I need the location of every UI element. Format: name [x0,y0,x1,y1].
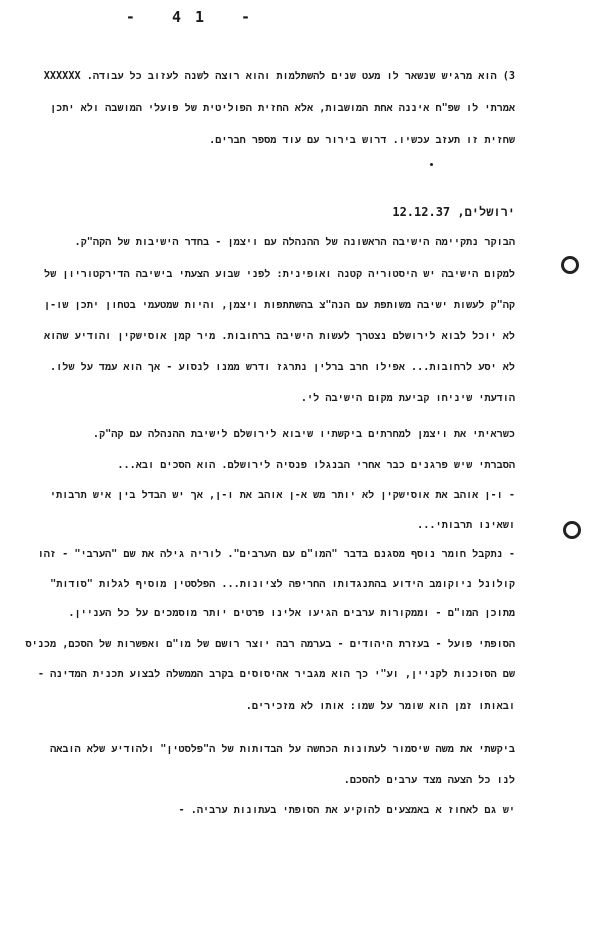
text-line: ושאינו תרבותי... [417,520,515,531]
text-line: ובאותו זמן הוא שומר על שמו: אותו לא מזכירים. [245,701,515,712]
stray-mark [430,163,433,166]
text-line: אמרתי לו שפ"ח איננה אחת המושבות, אלא החזית הפוליטית של פועלי המושבה ולא יתכן [50,103,515,114]
text-line: שם הסוכנות לקניין, וע"י כך הוא מגביר אהיסוסים בקרב הממשלה לבצוע תכנית המדינה - [37,669,515,680]
text-line: 3) הוא מרגיש שנשאר לו מעט שנים להשתלמות והוא רוצה לשנה לעזוב כל עבודה. XXXXXX [43,71,515,82]
text-line: הסברתי שיש פרגנים כבר אחרי הבנגלו פנסיה לירושלם. הוא הסכים ובא... [117,460,515,471]
punch-hole [563,521,581,539]
text-line: הבוקר נתקיימה הישיבה הראשונה של ההנהלה עם ויצמן - בחדר הישיבות של הקה"ק. [74,237,515,248]
text-line: קולונל ניוקומב הידוע בהתנגדותו החריפה לציונות... הפלסטין מוסיף לגלות "סודות" [50,579,515,590]
text-line: לא יוכל לבוא לירושלם נצטרך לעשות הישיבה ברחובות. מיר קמן אוסישקין והודיע שהוא [44,331,515,342]
page-number: - 41 - [125,8,265,26]
text-line: הודעתי שיניחו קביעת מקום הישיבה לי. [300,393,515,404]
text-line: לא יסע לרחובות... אפילו חרב ברלין נתרגז ודרש ממנו לנסוע - אך הוא עמד על שלו. [49,362,515,373]
punch-hole [561,256,579,274]
text-line: מתוכן המו"ם - וממקורות ערבים הגיעו אלינו פרטים יותר מוסמכים על כל העניין. [68,608,515,619]
text-line: הסופתי פועל - בעזרת היהודים - בערמה רבה יוצר רושם של מו"ם ואפשרות של הסכם, מכניס [25,639,515,650]
text-line: - ו-ן אוהב את אוסישקין לא יותר מש א-ן אוהב את ו-ן, אך יש הבדל בין איש תרבותי [49,490,515,501]
text-line: יש גם לאחוז א באמצעים להוקיע את הסופתי בעתונות ערביה. - [178,805,515,816]
text-line: כשראיתי את ויצמן למחרתים ביקשתיו שיבוא לירושלם לישיבת ההנהלה עם קה"ק. [92,429,515,440]
text-line: ביקשתי את משה שיסמור לעתונות הכחשה על הבדותות של ה"פלסטין" ולהודיע שלא הובאה [50,744,515,755]
text-line: - נתקבל חומר נוסף מסגנם בדבר "המו"ם עם הערבים". לוריה גילה את שם "הערבי" - זהו [37,549,515,560]
text-line: למקום הישיבה יש היסטוריה קטנה ואופינית: לפני שבוע הצעתי בישיבה הדירקטוריון של [44,269,515,280]
text-line: קה"ק לעשות ישיבה משותפת עם הנה"צ בהשתתפות ויצמן, והיות שמטעמי בטחון יתכן שו-ן [43,300,515,311]
date-heading: ירושלים, 12.12.37 [392,205,515,219]
text-line: לנו כל הצעה מצד ערבים להסכם. [343,775,515,786]
text-line: שחזית זו תעזב עכשיו. דרוש בירור עם עוד מספר חברים. [209,135,515,146]
